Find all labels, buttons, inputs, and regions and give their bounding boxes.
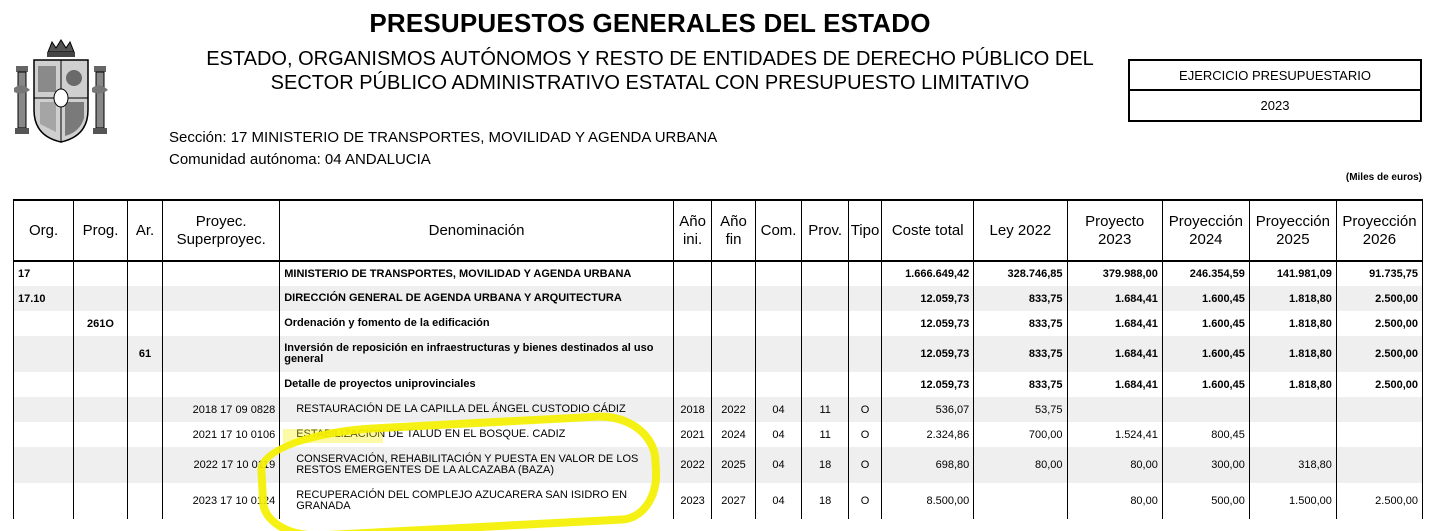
cell-proy [163, 336, 280, 372]
cell-ini [673, 261, 711, 286]
cell-com: 04 [755, 397, 802, 422]
cell-tipo: O [848, 397, 881, 422]
cell-coste: 536,07 [882, 397, 974, 422]
cell-fin [712, 286, 756, 311]
cell-ley: 833,75 [974, 286, 1067, 311]
cell-proy [163, 286, 280, 311]
cell-2026: 2.500,00 [1336, 286, 1422, 311]
subtitle-line-2: SECTOR PÚBLICO ADMINISTRATIVO ESTATAL CON PRESUPUESTO LIMITATIVO [270, 72, 1030, 94]
cell-com: 04 [755, 483, 802, 519]
budget-table [13, 199, 1423, 519]
cell-ini: 2022 [673, 447, 711, 483]
cell-prov: 11 [802, 397, 849, 422]
cell-fin [712, 311, 756, 336]
subtitle-line-1: ESTADO, ORGANISMOS AUTÓNOMOS Y RESTO DE ENTIDADES DE DERECHO PÚBLICO DEL [206, 48, 1094, 70]
spain-coat-of-arms-icon [12, 38, 110, 144]
cell-ley: 833,75 [974, 372, 1067, 397]
cell-proy [163, 311, 280, 336]
cell-2024: 300,00 [1162, 447, 1249, 483]
cell-org [14, 447, 74, 483]
cell-2026: 2.500,00 [1336, 483, 1422, 519]
table-header-row [14, 200, 1423, 261]
cell-prov [802, 261, 849, 286]
cell-prog [74, 447, 128, 483]
cell-2026 [1336, 422, 1422, 447]
cell-coste: 8.500,00 [882, 483, 974, 519]
cell-denominacion: RESTAURACIÓN DE LA CAPILLA DEL ÁNGEL CUSTODIO CÁDIZ [280, 397, 674, 422]
cell-2024: 1.600,45 [1162, 311, 1249, 336]
cell-2023 [1067, 397, 1162, 422]
cell-2023: 1.684,41 [1067, 286, 1162, 311]
cell-fin: 2024 [712, 422, 756, 447]
cell-fin [712, 336, 756, 372]
cell-prov [802, 311, 849, 336]
cell-fin: 2022 [712, 397, 756, 422]
cell-tipo: O [848, 422, 881, 447]
cell-proy [163, 372, 280, 397]
cell-2023: 379.988,00 [1067, 261, 1162, 286]
cell-proy: 2022 17 10 0119 [163, 447, 280, 483]
cell-com: 04 [755, 422, 802, 447]
cell-prog [74, 372, 128, 397]
cell-tipo: O [848, 483, 881, 519]
cell-prog [74, 422, 128, 447]
cell-ar [127, 483, 162, 519]
cell-ley: 833,75 [974, 336, 1067, 372]
cell-org [14, 397, 74, 422]
cell-coste: 12.059,73 [882, 372, 974, 397]
cell-2025: 1.818,80 [1249, 336, 1336, 372]
cell-2024: 800,45 [1162, 422, 1249, 447]
cell-2025: 1.500,00 [1249, 483, 1336, 519]
cell-tipo [848, 372, 881, 397]
cell-2024: 1.600,45 [1162, 372, 1249, 397]
col-header: Proyecto 2023 [1067, 200, 1162, 261]
cell-com [755, 261, 802, 286]
units-note: (Miles de euros) [1345, 172, 1422, 183]
table-row [14, 286, 1423, 311]
cell-denominacion: RECUPERACIÓN DEL COMPLEJO AZUCARERA SAN ISIDRO EN GRANADA [280, 483, 674, 519]
cell-2023: 1.524,41 [1067, 422, 1162, 447]
cell-org [14, 311, 74, 336]
seccion-label: Sección: 17 MINISTERIO DE TRANSPORTES, MOVILIDAD Y AGENDA URBANA [169, 129, 718, 146]
col-header: Prog. [74, 200, 128, 261]
col-header: Tipo [848, 200, 881, 261]
cell-tipo [848, 311, 881, 336]
cell-prov [802, 336, 849, 372]
cell-denominacion: CONSERVACIÓN, REHABILITACIÓN Y PUESTA EN VALOR DE LOS RESTOS EMERGENTES DE LA ALCAZABA (BAZA) [280, 447, 674, 483]
cell-org [14, 483, 74, 519]
col-header: Proyección 2026 [1336, 200, 1422, 261]
cell-proy [163, 261, 280, 286]
cell-ar [127, 311, 162, 336]
cell-2025 [1249, 422, 1336, 447]
comunidad-label: Comunidad autónoma: 04 ANDALUCIA [169, 151, 431, 168]
cell-2024: 246.354,59 [1162, 261, 1249, 286]
cell-ini [673, 336, 711, 372]
cell-2025: 318,80 [1249, 447, 1336, 483]
table-row [14, 372, 1423, 397]
cell-prog [74, 336, 128, 372]
cell-2026: 91.735,75 [1336, 261, 1422, 286]
ejercicio-label: EJERCICIO PRESUPUESTARIO [1130, 61, 1420, 91]
cell-ini: 2023 [673, 483, 711, 519]
cell-prov: 11 [802, 422, 849, 447]
cell-coste: 12.059,73 [882, 286, 974, 311]
table-row [14, 397, 1423, 422]
ejercicio-box [1128, 59, 1422, 122]
cell-fin: 2027 [712, 483, 756, 519]
cell-ar [127, 261, 162, 286]
table-row [14, 336, 1423, 372]
cell-fin [712, 261, 756, 286]
cell-coste: 12.059,73 [882, 311, 974, 336]
cell-ley: 833,75 [974, 311, 1067, 336]
cell-ley: 53,75 [974, 397, 1067, 422]
cell-2023: 1.684,41 [1067, 336, 1162, 372]
col-header: Ley 2022 [974, 200, 1067, 261]
cell-prog: 261O [74, 311, 128, 336]
cell-fin [712, 372, 756, 397]
cell-com [755, 311, 802, 336]
cell-denominacion: Detalle de proyectos uniprovinciales [280, 372, 674, 397]
cell-ini [673, 286, 711, 311]
col-header: Ar. [127, 200, 162, 261]
cell-ini [673, 372, 711, 397]
col-header: Denominación [280, 200, 674, 261]
cell-ini: 2021 [673, 422, 711, 447]
cell-ar [127, 447, 162, 483]
cell-coste: 2.324,86 [882, 422, 974, 447]
cell-2026: 2.500,00 [1336, 311, 1422, 336]
cell-2023: 1.684,41 [1067, 372, 1162, 397]
cell-coste: 698,80 [882, 447, 974, 483]
cell-org [14, 422, 74, 447]
cell-2026 [1336, 447, 1422, 483]
cell-ley: 328.746,85 [974, 261, 1067, 286]
cell-denominacion: Ordenación y fomento de la edificación [280, 311, 674, 336]
cell-prog [74, 397, 128, 422]
cell-tipo [848, 336, 881, 372]
cell-proy: 2021 17 10 0106 [163, 422, 280, 447]
table-row [14, 447, 1423, 483]
cell-tipo: O [848, 447, 881, 483]
cell-prov [802, 372, 849, 397]
cell-denominacion: MINISTERIO DE TRANSPORTES, MOVILIDAD Y AGENDA URBANA [280, 261, 674, 286]
cell-ley [974, 483, 1067, 519]
cell-ar [127, 422, 162, 447]
table-row [14, 422, 1423, 447]
cell-ar [127, 372, 162, 397]
cell-proy: 2018 17 09 0828 [163, 397, 280, 422]
cell-ar [127, 286, 162, 311]
table-row [14, 261, 1423, 286]
cell-2024: 1.600,45 [1162, 286, 1249, 311]
cell-ini: 2018 [673, 397, 711, 422]
cell-fin: 2025 [712, 447, 756, 483]
cell-ini [673, 311, 711, 336]
cell-2023: 1.684,41 [1067, 311, 1162, 336]
cell-com [755, 286, 802, 311]
table-row [14, 483, 1423, 519]
cell-2025: 141.981,09 [1249, 261, 1336, 286]
cell-ar: 61 [127, 336, 162, 372]
col-header: Prov. [802, 200, 849, 261]
cell-denominacion: ESTABILIZACION DE TALUD EN EL BOSQUE. CADIZ [280, 422, 674, 447]
col-header: Proyección 2025 [1249, 200, 1336, 261]
cell-2026: 2.500,00 [1336, 336, 1422, 372]
cell-com [755, 336, 802, 372]
cell-prog [74, 286, 128, 311]
cell-org: 17 [14, 261, 74, 286]
cell-com [755, 372, 802, 397]
cell-ley: 80,00 [974, 447, 1067, 483]
cell-coste: 12.059,73 [882, 336, 974, 372]
cell-tipo [848, 286, 881, 311]
cell-ar [127, 397, 162, 422]
ejercicio-value: 2023 [1260, 98, 1290, 113]
cell-tipo [848, 261, 881, 286]
cell-com: 04 [755, 447, 802, 483]
cell-prov: 18 [802, 447, 849, 483]
col-header: Coste total [882, 200, 974, 261]
cell-2025: 1.818,80 [1249, 311, 1336, 336]
col-header: Com. [755, 200, 802, 261]
cell-2025 [1249, 397, 1336, 422]
col-header: Año fin [712, 200, 756, 261]
col-header: Proyec. Superproyec. [163, 200, 280, 261]
cell-denominacion: Inversión de reposición en infraestructuras y bienes destinados al uso general [280, 336, 674, 372]
cell-2026: 2.500,00 [1336, 372, 1422, 397]
col-header: Org. [14, 200, 74, 261]
page-subtitle [160, 47, 1140, 95]
cell-org [14, 372, 74, 397]
cell-2024: 500,00 [1162, 483, 1249, 519]
col-header: Proyección 2024 [1162, 200, 1249, 261]
page-title: PRESUPUESTOS GENERALES DEL ESTADO [369, 8, 931, 38]
cell-prov [802, 286, 849, 311]
cell-2023: 80,00 [1067, 483, 1162, 519]
cell-coste: 1.666.649,42 [882, 261, 974, 286]
cell-2024 [1162, 397, 1249, 422]
cell-2026 [1336, 397, 1422, 422]
cell-2023: 80,00 [1067, 447, 1162, 483]
cell-2024: 1.600,45 [1162, 336, 1249, 372]
cell-proy: 2023 17 10 0124 [163, 483, 280, 519]
table-row [14, 311, 1423, 336]
cell-2025: 1.818,80 [1249, 286, 1336, 311]
cell-org [14, 336, 74, 372]
cell-ley: 700,00 [974, 422, 1067, 447]
cell-org: 17.10 [14, 286, 74, 311]
cell-denominacion: DIRECCIÓN GENERAL DE AGENDA URBANA Y ARQUITECTURA [280, 286, 674, 311]
col-header: Año ini. [673, 200, 711, 261]
cell-prog [74, 483, 128, 519]
cell-prog [74, 261, 128, 286]
cell-2025: 1.818,80 [1249, 372, 1336, 397]
cell-prov: 18 [802, 483, 849, 519]
